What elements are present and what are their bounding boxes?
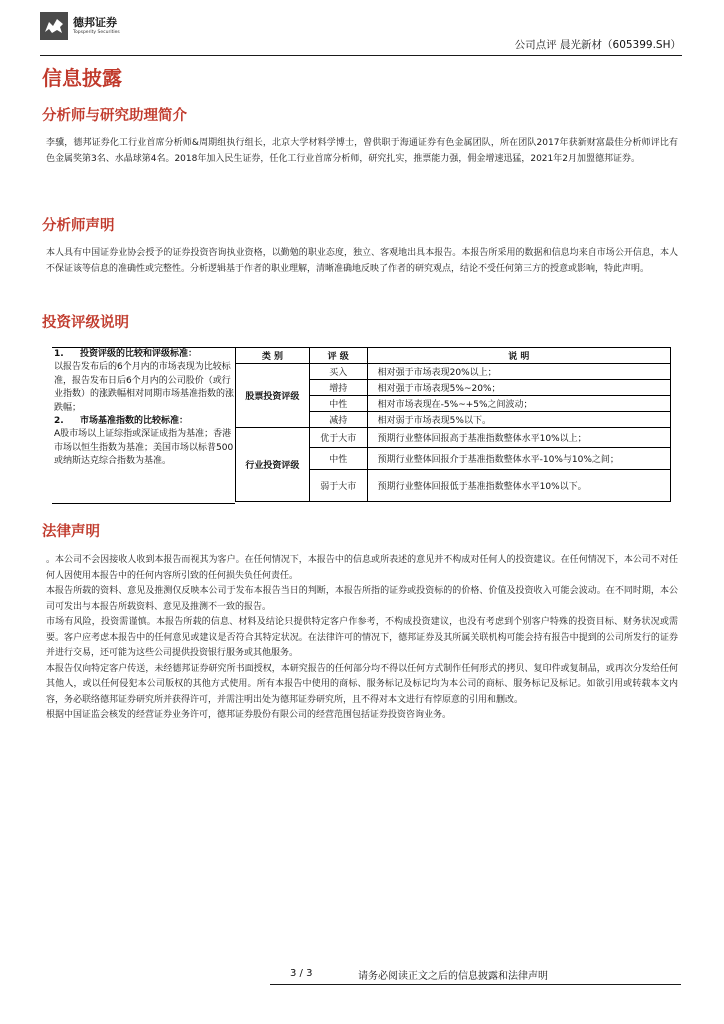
rating-section-title: 投资评级说明 xyxy=(42,315,129,331)
description-cell: 相对强于市场表现5%~20%； xyxy=(367,380,670,396)
rating-table xyxy=(235,347,671,502)
bull-logo-icon xyxy=(40,12,68,40)
criteria-number-2: 2. xyxy=(54,416,64,427)
description-cell: 预期行业整体回报低于基准指数整体水平10%以下。 xyxy=(367,470,670,502)
legal-section-title: 法律声明 xyxy=(42,524,100,540)
header-category: 类 别 xyxy=(236,348,310,364)
rating-cell: 中性 xyxy=(309,396,367,412)
legal-text xyxy=(46,553,678,724)
header-divider xyxy=(40,55,682,56)
rating-cell: 减持 xyxy=(309,412,367,428)
header-rating: 评 级 xyxy=(309,348,367,364)
rating-block xyxy=(52,347,671,502)
analyst-intro-text: 李骥，德邦证券化工行业首席分析师&周期组执行组长，北京大学材料学博士，曾供职于海通证券有色金属团队，所在团队2017年获新财富最佳分析师评比有色金属奖第3名、水晶球第4名。2018年加入民生证券，任化工行业首席分析师，研究扎实，推票能力强，佣金增速迅猛，2021年2月加盟德邦证券。 xyxy=(46,138,678,164)
criteria-number-1: 1. xyxy=(54,349,64,359)
description-cell: 相对强于市场表现20%以上； xyxy=(367,364,670,380)
rating-cell: 优于大市 xyxy=(309,428,367,448)
analyst-section-title: 分析师与研究助理简介 xyxy=(42,108,187,124)
stock-rating-category: 股票投资评级 xyxy=(236,364,310,428)
industry-rating-category: 行业投资评级 xyxy=(236,428,310,502)
page-title: 信息披露 xyxy=(42,66,122,90)
legal-paragraph: 本报告仅向特定客户传送，未经德邦证券研究所书面授权，本研究报告的任何部分均不得以任何方式制作任何形式的拷贝、复印件或复制品，或再次分发给任何其他人，或以任何侵犯本公司版权的其他方式使用。所有本报告中使用的商标、服务标记及标记均为本公司的商标、服务标记及标记。如欲引用或转载本文内容，务必联络德邦证券研究所并获得许可，并需注明出处为德邦证券研究所，且不得对本文进行有悖原意的引用和删改。 xyxy=(46,663,678,705)
statement-section-title: 分析师声明 xyxy=(42,218,115,234)
description-cell: 预期行业整体回报介于基准指数整体水平-10%与10%之间； xyxy=(367,448,670,470)
criteria-body-1: 以报告发布后的6个月内的市场表现为比较标准，报告发布日后6个月内的公司股价（或行业指数）的涨跌幅相对同期市场基准指数的涨跌幅； xyxy=(54,362,235,413)
description-cell: 预期行业整体回报高于基准指数整体水平10%以上； xyxy=(367,428,670,448)
page-number: 3 / 3 xyxy=(290,968,313,979)
legal-paragraph: 根据中国证监会核发的经营证券业务许可，德邦证券股份有限公司的经营范围包括证券投资咨询业务。 xyxy=(46,710,452,720)
legal-paragraph: 市场有风险，投资需谨慎。本报告所载的信息、材料及结论只提供特定客户作参考，不构成投资建议，也没有考虑到个别客户特殊的投资目标、财务状况或需要。客户应考虑本报告中的任何意见或建议是否符合其特定状况。在法律许可的情况下，德邦证券及其所属关联机构可能会持有报告中提到的公司所发行的证券并进行交易，还可能为这些公司提供投资银行服务或其他服务。 xyxy=(46,617,678,658)
header-description: 说 明 xyxy=(367,348,670,364)
rating-criteria xyxy=(52,347,235,504)
legal-paragraph: 。本公司不会因接收人收到本报告而视其为客户。在任何情况下，本报告中的信息或所表述的意见并不构成对任何人的投资建议。在任何情况下，本公司不对任何人因使用本报告中的任何内容所引致的任何损失负任何责任。 xyxy=(46,555,678,581)
brand-name-en: Topsperity Securities xyxy=(73,30,120,35)
brand-logo xyxy=(40,12,150,44)
description-cell: 相对弱于市场表现5%以下。 xyxy=(367,412,670,428)
rating-cell: 弱于大市 xyxy=(309,470,367,502)
table-header-row xyxy=(236,348,671,364)
rating-cell: 买入 xyxy=(309,364,367,380)
statement-text: 本人具有中国证券业协会授予的证券投资咨询执业资格，以勤勉的职业态度，独立、客观地出具本报告。本报告所采用的数据和信息均来自市场公开信息，本人不保证该等信息的准确性或完整性。分析逻辑基于作者的职业理解，清晰准确地反映了作者的研究观点，结论不受任何第三方的授意或影响，特此声明。 xyxy=(46,248,678,274)
rating-cell: 增持 xyxy=(309,380,367,396)
criteria-heading-1: 投资评级的比较和评级标准： xyxy=(80,349,198,359)
criteria-body-2: A股市场以上证综指或深证成指为基准；香港市场以恒生指数为基准；美国市场以标普500或纳斯达克综合指数为基准。 xyxy=(54,429,234,467)
description-cell: 相对市场表现在-5%~+5%之间波动； xyxy=(367,396,670,412)
report-header-info: 公司点评 晨光新材（605399.SH） xyxy=(514,39,681,51)
criteria-heading-2: 市场基准指数的比较标准： xyxy=(80,416,189,427)
footer-disclaimer: 请务必阅读正文之后的信息披露和法律声明 xyxy=(358,971,548,982)
table-row xyxy=(236,364,671,380)
brand-name: 德邦证券 xyxy=(73,16,117,29)
legal-paragraph: 本报告所载的资料、意见及推测仅反映本公司于发布本报告当日的判断，本报告所指的证券或投资标的的价格、价值及投资收入可能会波动。在不同时期，本公司可发出与本报告所载资料、意见及推测不一致的报告。 xyxy=(46,586,678,612)
footer-divider xyxy=(270,984,681,985)
rating-cell: 中性 xyxy=(309,448,367,470)
table-row xyxy=(236,428,671,448)
